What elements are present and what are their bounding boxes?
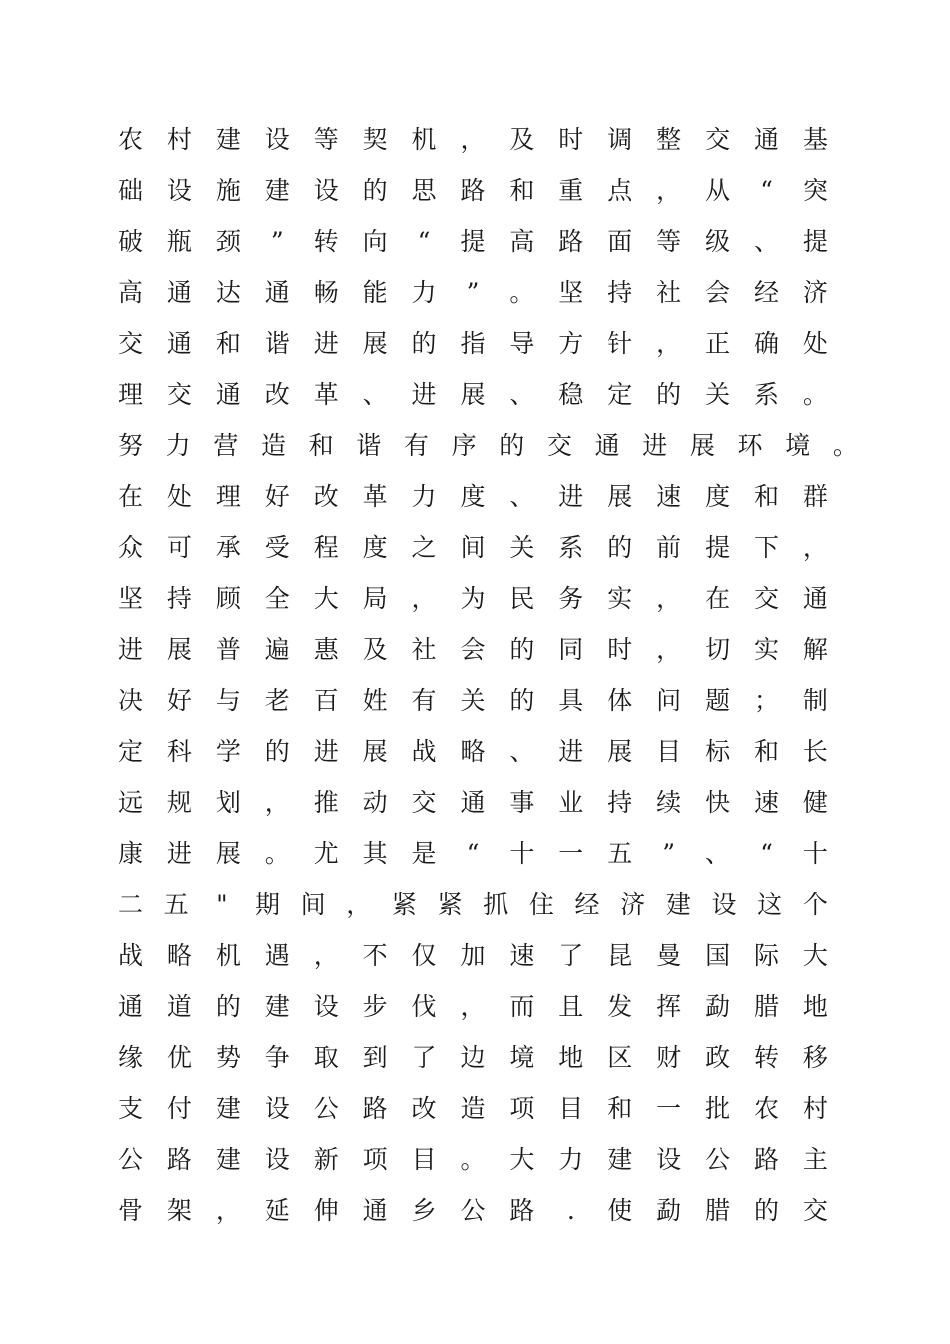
text-line: 缘 优 势 争 取 到 了 边 境 地 区 财 政 转 移 [118,1043,828,1072]
text-line: 在 处 理 好 改 革 力 度 、 进 展 速 度 和 群 [118,482,828,511]
text-line: 远 规 划 ， 推 动 交 通 事 业 持 续 快 速 健 [118,788,828,817]
text-line: 农 村 建 设 等 契 机 ， 及 时 调 整 交 通 基 [118,125,828,154]
text-line: 决 好 与 老 百 姓 有 关 的 具 体 问 题 ； 制 [118,686,828,715]
text-line: 进 展 普 遍 惠 及 社 会 的 同 时 ， 切 实 解 [118,635,828,664]
text-line: 公 路 建 设 新 项 目 。 大 力 建 设 公 路 主 [118,1145,828,1174]
text-line: 高 通 达 通 畅 能 力 ” 。 坚 持 社 会 经 济 [118,278,828,307]
text-line: 破 瓶 颈 ” 转 向 “ 提 高 路 面 等 级 、 提 [118,227,828,256]
text-line: 础 设 施 建 设 的 思 路 和 重 点 ， 从 “ 突 [118,176,828,205]
text-line: 努 力 营 造 和 谐 有 序 的 交 通 进 展 环 境 。 [118,431,858,460]
text-line: 理 交 通 改 革 、 进 展 、 稳 定 的 关 系 。 [118,380,828,409]
text-line: 康 进 展 。 尤 其 是 “ 十 一 五 ” 、 “ 十 [118,839,828,868]
text-line: 战 略 机 遇 ， 不 仅 加 速 了 昆 曼 国 际 大 [118,941,828,970]
text-line: 众 可 承 受 程 度 之 间 关 系 的 前 提 下 ， [118,533,828,562]
text-line: 定 科 学 的 进 展 战 略 、 进 展 目 标 和 长 [118,737,828,766]
text-line: 通 道 的 建 设 步 伐 ， 而 且 发 挥 勐 腊 地 [118,992,828,1021]
body-text [118,118,858,1240]
text-line: 交 通 和 谐 进 展 的 指 导 方 针 ， 正 确 处 [118,329,828,358]
text-line: 支 付 建 设 公 路 改 造 项 目 和 一 批 农 村 [118,1094,828,1123]
text-line: 骨 架 ， 延 伸 通 乡 公 路 . 使 勐 腊 的 交 [118,1196,828,1225]
text-line: 二 五 " 期 间 ， 紧 紧 抓 住 经 济 建 设 这 个 [118,890,828,919]
text-line: 坚 持 顾 全 大 局 ， 为 民 务 实 ， 在 交 通 [118,584,828,613]
